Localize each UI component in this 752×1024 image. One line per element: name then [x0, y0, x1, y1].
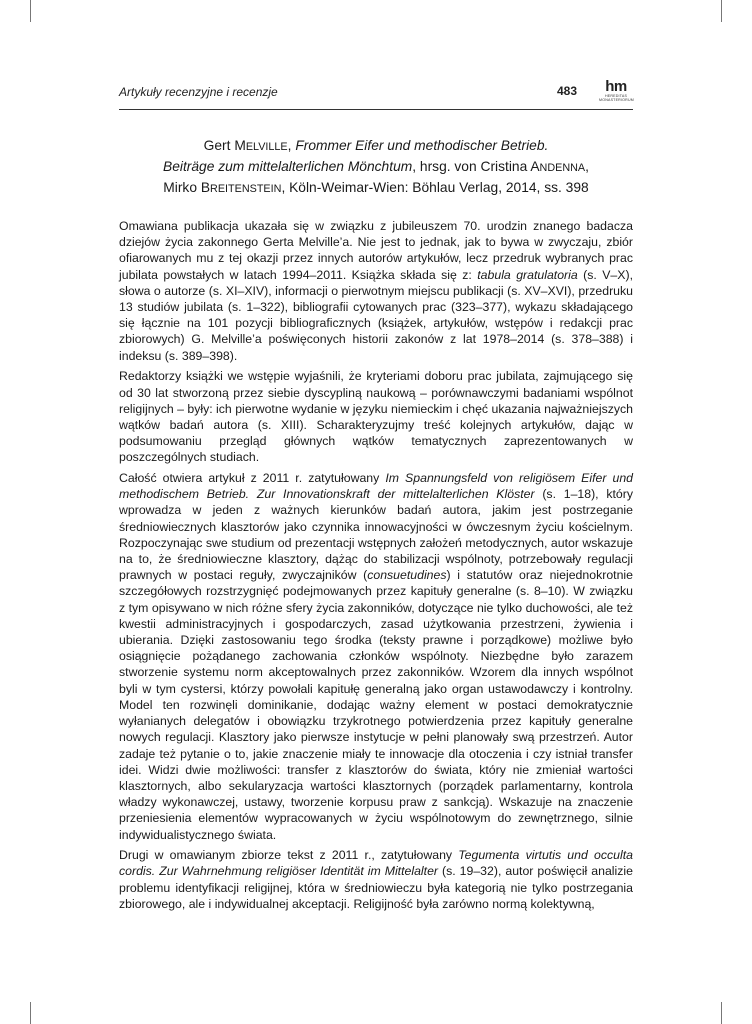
logo-mark: hm — [605, 78, 627, 95]
running-header — [119, 78, 634, 104]
header-rule — [119, 109, 633, 110]
page-number: 483 — [557, 84, 578, 98]
book-title-part-1: Frommer Eifer und methodischer Betrieb. — [295, 138, 549, 153]
paragraph-4: Drugi w omawianym zbiorze tekst z 2011 r., zatytułowany Tegumenta virtutis und occulta cordis. Zur Wahrnehmung religiöser Identität im Mittelalter (s. 19–32), autor poświęcił analizie problemu identyfikacji religijnej, która w średniowieczu była kategorią nie tylko postrzegania zbiorowego, ale i indywidualnej akceptacji. Religijność była zarówno normą kolektywną, — [119, 848, 633, 911]
review-body — [119, 218, 633, 917]
paragraph-3: Całość otwiera artykuł z 2011 r. zatytułowany Im Spannungsfeld von religiösem Eifer und methodischem Betrieb. Zur Innovationskraft der mittelalterlichen Klöster (s. 1–18), który wprowadza w jeden z ważnych kierunków badań autora, jakim jest postrzeganie średniowiecznych klasztorów jako czynnika innowacyjności w ówczesnym życiu kościelnym. Rozpoczynając swe studium od prezentacji wstępnych założeń metodycznych, autor wskazuje na to, że średniowieczne klasztory, dążąc do stabilizacji wspólnoty, potrzebowały regulacji prawnych w postaci reguły, zwyczajników (consuetudines) i statutów oraz niejednokrotnie szczegółowych rozstrzygnięć podejmowanych przez kapituły generalne (s. 8–10). W związku z tym opisywano w nich różne sfery życia zakonników, dotyczące nie tylko duchowości, ale też kwestii administracyjnych i gospodarczych, zasad użytkowania przestrzeni, żywienia i ubierania. Dzięki zastosowaniu tego środka (teksty prawne i porządkowe) możliwe było osiągnięcie pożądanego zachowania członków wspólnoty. Niezbędne było zarazem stworzenie systemu norm akceptowalnych przez zakonników. Wzorem dla innych wspólnot byli w tym cystersi, którzy powołali kapitułę generalną jako organ ustawodawczy i kontrolny. Model ten rozwinęli dominikanie, dodając ważny element w postaci demokratycznie wyłanianych delegatów i obowiązku trzykrotnego potwierdzenia przez kapituły generalne nowych regulacji. Klasztory jako pierwsze instytucje w pełni planowały swą przestrzeń. Autor zadaje też pytanie o to, jakie znaczenie miały te innowacje dla otoczenia i czy istniał transfer idei. Widzi dwie możliwości: transfer z klasztorów do świata, który nie zmieniał wartości klasztornych, albo sekularyzacja wartości klasztornych (porządek parlamentarny, kontrola władzy wykonawczej, ustawy, tworzenie korpusu praw z sankcją). Wskazuje na znaczenie przeniesienia elementów wypracowanych w życiu wspólnotowym do zewnętrznego, silnie indywidualistycznego świata. — [119, 471, 633, 842]
crop-mark-bottom-right — [721, 1002, 722, 1024]
review-title — [119, 136, 633, 199]
title-line-1: Gert MELVILLE, Frommer Eifer und methodischer Betrieb. — [203, 138, 549, 153]
logo-text: HEREDITAS MONASTERIORUM — [599, 94, 634, 102]
crop-mark-top-right — [721, 0, 722, 22]
title-line-3: Mirko BREITENSTEIN, Köln-Weimar-Wien: Böhlau Verlag, 2014, ss. 398 — [163, 180, 589, 195]
book-title-part-2: Beiträge zum mittelalterlichen Mönchtum — [163, 159, 413, 174]
journal-logo — [599, 79, 633, 109]
crop-mark-top-left — [30, 0, 31, 22]
section-title: Artykuły recenzyjne i recenzje — [119, 85, 278, 99]
paragraph-1: Omawiana publikacja ukazała się w związku z jubileuszem 70. urodzin znanego badacza dziejów życia zakonnego Gerta Melville’a. Nie jest to jednak, jak to bywa w zwyczaju, zbiór ofiarowanych mu z tej okazji przez innych autorów artykułów, lecz przedruk wybranych prac jubilata powstałych w latach 1994–2011. Książka składa się z: tabula gratulatoria (s. V–X), słowa o autorze (s. XI–XIV), informacji o pierwotnym miejscu publikacji (s. XV–XVI), przedruku 13 studiów jubilata (s. 1–322), bibliografii cytowanych prac (323–377), wykazu składającego się łącznie na 101 pozycji bibliograficznych (książek, artykułów, wstępów i redakcji prac zbiorowych) G. Melville’a poświęconych historii zakonów z lat 1978–2014 (s. 378–388) i indeksu (s. 389–398). — [119, 219, 633, 363]
title-line-2: Beiträge zum mittelalterlichen Mönchtum, hrsg. von Cristina ANDENNA, — [163, 159, 589, 174]
paragraph-2: Redaktorzy książki we wstępie wyjaśnili, że kryteriami doboru prac jubilata, zajmującego się od 30 lat stworzoną przez siebie dyscypliną naukową – porównawczymi badaniami wspólnot religijnych – były: ich pierwotne wydanie w języku niemieckim i chęć ukazania najważniejszych wątków badań autora (s. XIII). Scharakteryzujmy treść kolejnych artykułów, dając w podsumowaniu przegląd głównych wątków tematycznych zaprezentowanych w poszczególnych studiach. — [119, 369, 633, 465]
crop-mark-bottom-left — [30, 1002, 31, 1024]
